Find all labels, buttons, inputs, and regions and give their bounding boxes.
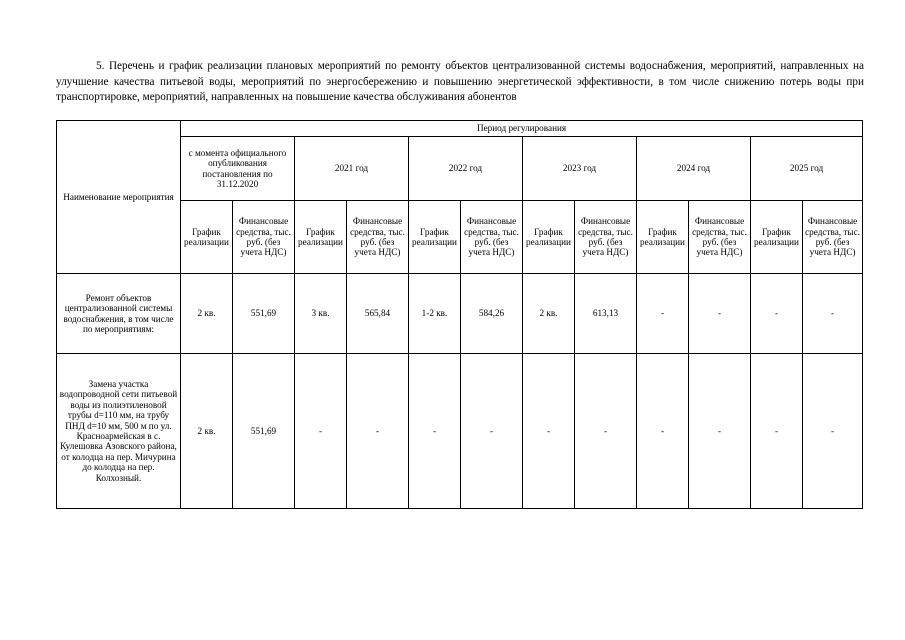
table-cell: - bbox=[803, 354, 863, 509]
table-cell: - bbox=[803, 274, 863, 354]
table-cell: - bbox=[637, 354, 689, 509]
period-header-2023: 2023 год bbox=[523, 137, 637, 201]
subheader-schedule: График реализации bbox=[523, 201, 575, 274]
row-name-cell: Замена участка водопроводной сети питьевой воды из полиэтиленовой трубы d=110 мм, на трубу ПНД d=10 мм, 500 м по ул. Красноармейская в с. Кулешовка Азовского района, от колодца на пер. Мичурина до колодца на пер. Колхозный. bbox=[57, 354, 181, 509]
table-cell: 613,13 bbox=[575, 274, 637, 354]
table-cell: - bbox=[409, 354, 461, 509]
period-header-2022: 2022 год bbox=[409, 137, 523, 201]
table-cell: 3 кв. bbox=[295, 274, 347, 354]
table-row bbox=[57, 274, 863, 354]
subheader-finance: Финансовые средства, тыс. руб. (без учета НДС) bbox=[461, 201, 523, 274]
table-cell: 2 кв. bbox=[523, 274, 575, 354]
subheader-finance: Финансовые средства, тыс. руб. (без учета НДС) bbox=[575, 201, 637, 274]
implementation-schedule-table bbox=[56, 120, 863, 509]
column-header-name: Наименование мероприятия bbox=[57, 121, 181, 274]
table-cell: 1-2 кв. bbox=[409, 274, 461, 354]
column-header-period: Период регулирования bbox=[181, 121, 863, 137]
table-cell: - bbox=[347, 354, 409, 509]
table-cell: - bbox=[751, 274, 803, 354]
header-row-period bbox=[57, 121, 863, 137]
table-cell: 2 кв. bbox=[181, 274, 233, 354]
table-cell: - bbox=[575, 354, 637, 509]
table-cell: - bbox=[523, 354, 575, 509]
table-cell: - bbox=[637, 274, 689, 354]
table-cell: 584,26 bbox=[461, 274, 523, 354]
table-cell: - bbox=[689, 274, 751, 354]
period-header-2024: 2024 год bbox=[637, 137, 751, 201]
subheader-finance: Финансовые средства, тыс. руб. (без учета НДС) bbox=[233, 201, 295, 274]
subheader-schedule: График реализации bbox=[637, 201, 689, 274]
period-header-initial: с момента официального опубликования постановления по 31.12.2020 bbox=[181, 137, 295, 201]
subheader-finance: Финансовые средства, тыс. руб. (без учета НДС) bbox=[689, 201, 751, 274]
subheader-schedule: График реализации bbox=[751, 201, 803, 274]
table-cell: 551,69 bbox=[233, 354, 295, 509]
subheader-schedule: График реализации bbox=[409, 201, 461, 274]
subheader-finance: Финансовые средства, тыс. руб. (без учета НДС) bbox=[347, 201, 409, 274]
subheader-schedule: График реализации bbox=[181, 201, 233, 274]
table-cell: - bbox=[751, 354, 803, 509]
table-cell: 565,84 bbox=[347, 274, 409, 354]
table-cell: 551,69 bbox=[233, 274, 295, 354]
table-cell: - bbox=[461, 354, 523, 509]
period-header-2025: 2025 год bbox=[751, 137, 863, 201]
row-name-cell: Ремонт объектов централизованной системы водоснабжения, в том числе по мероприятиям: bbox=[57, 274, 181, 354]
table-row bbox=[57, 354, 863, 509]
period-header-2021: 2021 год bbox=[295, 137, 409, 201]
section-heading: 5. Перечень и график реализации плановых мероприятий по ремонту объектов централизованной системы водоснабжения, мероприятий, направленных на улучшение качества питьевой воды, мероприятий по энергосбережению и повышению энергетической эффективности, в том числе снижению потерь воды при транспортировке, мероприятий, направленных на повышение качества обслуживания абонентов bbox=[56, 60, 864, 104]
table-cell: - bbox=[295, 354, 347, 509]
subheader-schedule: График реализации bbox=[295, 201, 347, 274]
table-cell: 2 кв. bbox=[181, 354, 233, 509]
subheader-finance: Финансовые средства, тыс. руб. (без учета НДС) bbox=[803, 201, 863, 274]
table-cell: - bbox=[689, 354, 751, 509]
